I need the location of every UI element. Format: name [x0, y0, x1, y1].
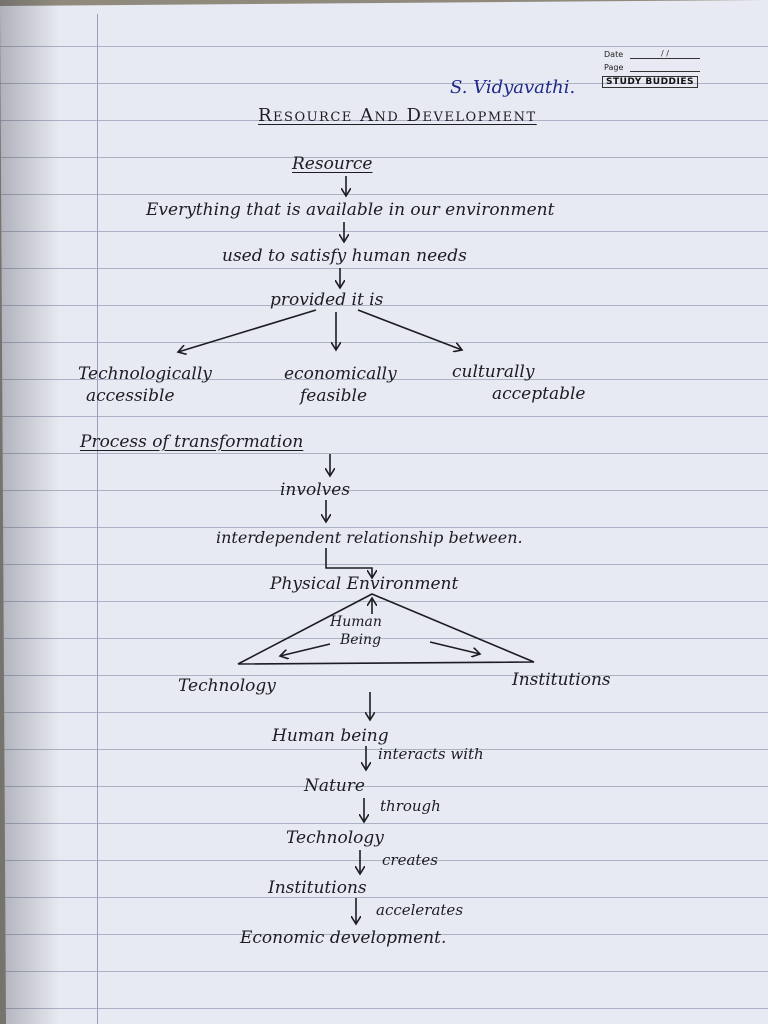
node-involves: involves: [280, 480, 351, 500]
node-institutions-corner: Institutions: [512, 670, 611, 690]
node-economic-development: Economic development.: [240, 928, 447, 948]
node-institutions: Institutions: [268, 878, 367, 898]
page-title: Resource And Development: [258, 105, 537, 126]
node-nature: Nature: [304, 776, 365, 796]
node-used-to: used to satisfy human needs: [222, 246, 467, 266]
node-interdependent: interdependent relationship between.: [216, 528, 523, 547]
arrow-provided-to-cult: [358, 310, 462, 350]
node-resource: Resource: [292, 154, 373, 174]
node-technology-corner: Technology: [178, 676, 276, 696]
node-econ-line1: economically: [284, 364, 397, 384]
node-tech-line1: Technologically: [78, 364, 212, 384]
node-cult-line2: acceptable: [492, 384, 586, 404]
date-label: Date: [604, 50, 624, 59]
date-value: / /: [630, 49, 700, 59]
triangle-relationship: [238, 594, 534, 664]
node-econ-line2: feasible: [300, 386, 368, 406]
author-name: S. Vidyavathi.: [450, 77, 576, 98]
node-physical-environment: Physical Environment: [270, 574, 459, 594]
node-cult-line1: culturally: [452, 362, 535, 382]
node-provided: provided it is: [270, 290, 384, 310]
arrow-provided-to-tech: [178, 310, 316, 352]
node-human-line2: Being: [340, 632, 382, 648]
label-through: through: [380, 797, 441, 815]
node-technology: Technology: [286, 828, 384, 848]
label-interacts-with: interacts with: [378, 745, 484, 763]
arrow-human-to-institutions: [430, 642, 480, 654]
arrow-interdependent-to-physical: [326, 548, 372, 578]
node-human-being: Human being: [272, 726, 389, 746]
label-accelerates: accelerates: [376, 901, 464, 919]
arrow-human-to-technology: [280, 644, 330, 656]
node-process: Process of transformation: [80, 432, 304, 452]
node-everything: Everything that is available in our environment: [146, 200, 555, 220]
label-creates: creates: [382, 851, 438, 869]
node-tech-line2: accessible: [86, 386, 175, 406]
node-human-line1: Human: [330, 614, 382, 630]
brand-label: STUDY BUDDIES: [602, 76, 698, 88]
page-label: Page: [604, 63, 624, 72]
